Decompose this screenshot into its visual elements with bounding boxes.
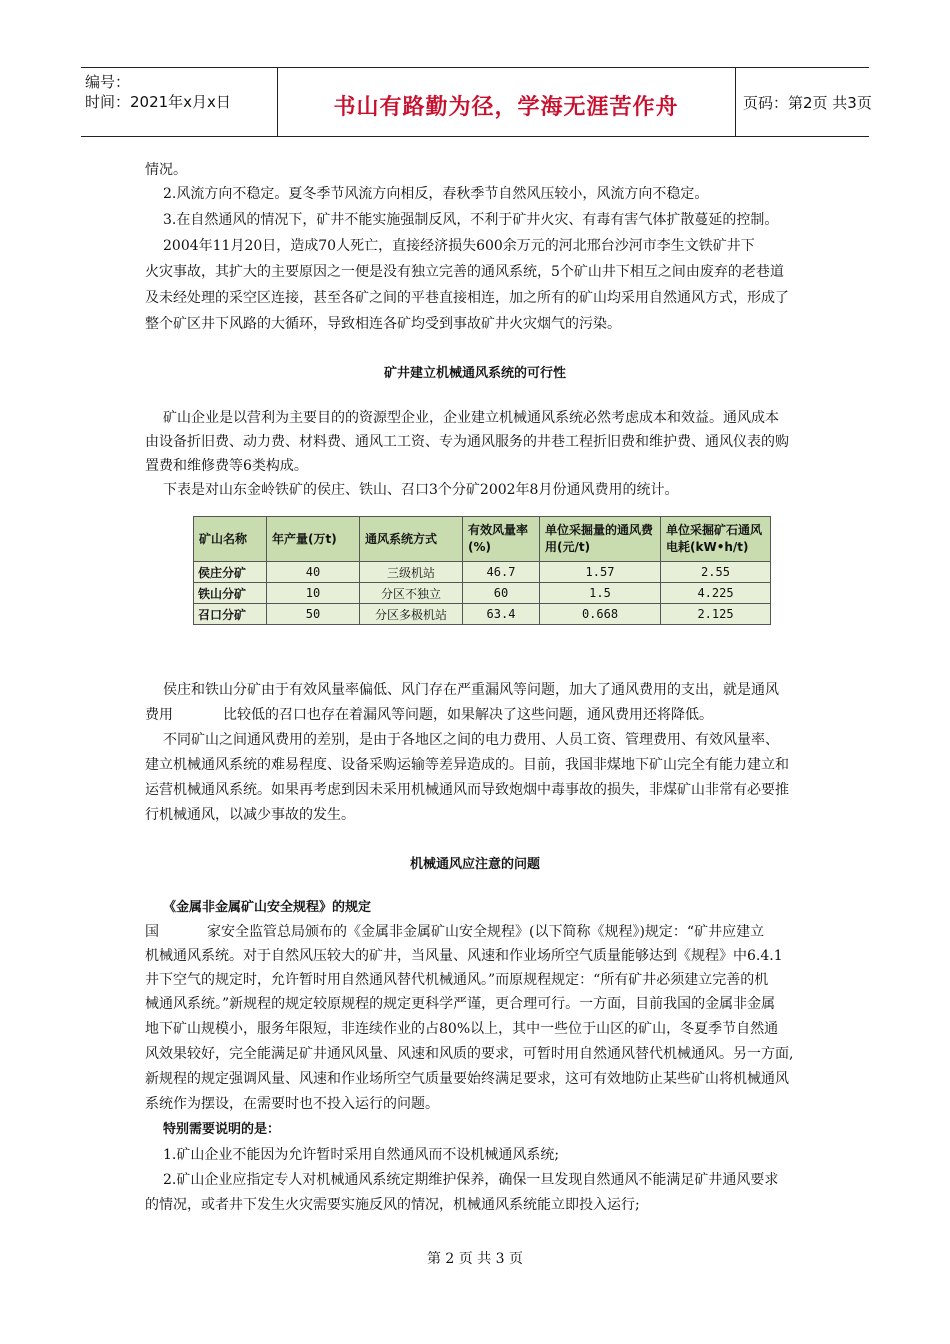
table-header-cell: 单位采掘矿石通风电耗(kW•h/t) <box>661 517 771 562</box>
table-cell: 1.57 <box>540 562 661 583</box>
page-header <box>81 67 872 137</box>
paragraph-line: 地下矿山规模小，服务年限短，非连续作业的占80%以上，其中一些位于山区的矿山，冬夏季节自然通 <box>145 1021 779 1037</box>
header-motto: 书山有路勤为径，学海无涯苦作舟 <box>333 95 679 120</box>
paragraph-line: 运营机械通风系统。如果再考虑到因未采用机械通风而导致炮烟中毒事故的损失，非煤矿山非常有必要推 <box>145 782 789 798</box>
table-cell: 2.125 <box>661 604 771 625</box>
paragraph-line: 井下空气的规定时，允许暂时用自然通风替代机械通风。”而原规程规定：“所有矿井必须建立完善的机 <box>145 972 769 988</box>
subsection-heading: 《金属非金属矿山安全规程》的规定 <box>163 900 372 915</box>
table-cell: 4.225 <box>661 583 771 604</box>
table-cell: 46.7 <box>463 562 540 583</box>
table-cell: 三级机站 <box>360 562 463 583</box>
paragraph-line: 行机械通风，以减少事故的发生。 <box>145 807 355 823</box>
table-cell: 侯庄分矿 <box>194 562 267 583</box>
paragraph-line: 2004年11月20日，造成70人死亡，直接经济损失600余万元的河北邢台沙河市李生文铁矿井下 <box>163 238 755 254</box>
table-cell: 2.55 <box>661 562 771 583</box>
paragraph-line: 3.在自然通风的情况下，矿井不能实施强制反风，不利于矿井火灾、有毒有害气体扩散蔓延的控制。 <box>163 212 779 228</box>
paragraph-line: 系统作为摆设，在需要时也不投入运行的问题。 <box>145 1096 439 1112</box>
table-row <box>194 604 771 625</box>
document-time-label: 时间：2021年x月x日 <box>85 93 231 111</box>
paragraph-line: 整个矿区井下风路的大循环，导致相连各矿均受到事故矿井火灾烟气的污染。 <box>145 316 621 332</box>
table-cell: 铁山分矿 <box>194 583 267 604</box>
paragraph-line <box>145 703 805 727</box>
paragraph-line: 矿山企业是以营利为主要目的的资源型企业，企业建立机械通风系统必然考虑成本和效益。通风成本 <box>163 410 779 426</box>
paragraph-line: 及未经处理的采空区连接，甚至各矿之间的平巷直接相连，加之所有的矿山均采用自然通风方式，形成了 <box>145 290 789 306</box>
table-cell: 10 <box>267 583 360 604</box>
ventilation-cost-table <box>193 516 771 625</box>
header-motto-cell <box>277 68 736 136</box>
paragraph-line: 由设备折旧费、动力费、材料费、通风工工资、专为通风服务的井巷工程折旧费和维护费、通风仪表的购 <box>145 434 789 450</box>
paragraph-line <box>145 920 805 944</box>
paragraph-line: 1.矿山企业不能因为允许暂时采用自然通风而不设机械通风系统; <box>163 1147 560 1163</box>
table-header-cell: 年产量(万t) <box>267 517 360 562</box>
table-cell: 分区多极机站 <box>360 604 463 625</box>
paragraph-line: 建立机械通风系统的难易程度、设备采购运输等差异造成的。目前，我国非煤地下矿山完全有能力建立和 <box>145 757 789 773</box>
paragraph-fragment: 比较低的召口也存在着漏风等问题，如果解决了这些问题，通风费用还将降低。 <box>223 707 713 723</box>
paragraph-line: 的情况，或者井下发生火灾需要实施反风的情况，机械通风系统能立即投入运行; <box>145 1197 640 1213</box>
paragraph-line: 新规程的规定强调风量、风速和作业场所空气质量要始终满足要求，这可有效地防止某些矿山将机械通风 <box>145 1071 789 1087</box>
table-header-cell: 单位采掘量的通风费用(元/t) <box>540 517 661 562</box>
table-cell: 0.668 <box>540 604 661 625</box>
subsection-heading: 特别需要说明的是： <box>163 1122 281 1137</box>
table-cell: 召口分矿 <box>194 604 267 625</box>
table-cell: 63.4 <box>463 604 540 625</box>
table-header-cell: 有效风量率(%) <box>463 517 540 562</box>
paragraph-fragment: 费用 <box>145 707 173 723</box>
paragraph-line: 置费和维修费等6类构成。 <box>145 458 308 474</box>
table-cell: 60 <box>463 583 540 604</box>
table-row <box>194 583 771 604</box>
section-heading: 矿井建立机械通风系统的可行性 <box>383 366 566 381</box>
table-cell: 1.5 <box>540 583 661 604</box>
paragraph-line: 机械通风系统。对于自然风压较大的矿井，当风量、风速和作业场所空气质量能够达到《规程》中6.4.1 <box>145 948 783 964</box>
header-page-number: 页码：第2页 共3页 <box>743 94 872 112</box>
paragraph-line: 2.风流方向不稳定。夏冬季节风流方向相反，春秋季节自然风压较小，风流方向不稳定。 <box>163 186 709 202</box>
paragraph-line: 情况。 <box>145 162 187 178</box>
paragraph-line: 械通风系统。”新规程的规定较原规程的规定更科学严谨，更合理可行。一方面，目前我国的金属非金属 <box>145 996 776 1012</box>
section-heading: 机械通风应注意的问题 <box>409 857 540 872</box>
paragraph-line: 风效果较好，完全能满足矿井通风风量、风速和风质的要求，可暂时用自然通风替代机械通风。另一方面, <box>145 1046 794 1062</box>
paragraph-line: 火灾事故，其扩大的主要原因之一便是没有独立完善的通风系统，5个矿山井下相互之间由废弃的老巷道 <box>145 264 784 280</box>
header-page-cell <box>735 68 872 136</box>
paragraph-fragment: 国 <box>145 924 159 940</box>
document-number-label: 编号： <box>85 73 131 91</box>
table-cell: 40 <box>267 562 360 583</box>
header-meta-cell <box>81 68 278 136</box>
paragraph-line: 2.矿山企业应指定专人对机械通风系统定期维护保养，确保一旦发现自然通风不能满足矿井通风要求 <box>163 1172 779 1188</box>
paragraph-fragment: 家安全监管总局颁布的《金属非金属矿山安全规程》(以下简称《规程》)规定：“矿井应建立 <box>207 924 765 940</box>
table-header-row <box>194 517 771 562</box>
paragraph-line: 下表是对山东金岭铁矿的侯庄、铁山、召口3个分矿2002年8月份通风费用的统计。 <box>163 482 679 498</box>
table-cell: 50 <box>267 604 360 625</box>
table-header-cell: 矿山名称 <box>194 517 267 562</box>
table-row <box>194 562 771 583</box>
page-footer: 第 2 页 共 3 页 <box>426 1251 524 1267</box>
paragraph-line: 不同矿山之间通风费用的差别，是由于各地区之间的电力费用、人员工资、管理费用、有效风量率、 <box>163 732 779 748</box>
table-header-cell: 通风系统方式 <box>360 517 463 562</box>
paragraph-line: 侯庄和铁山分矿由于有效风量率偏低、风门存在严重漏风等问题，加大了通风费用的支出，就是通风 <box>163 682 779 698</box>
table-cell: 分区不独立 <box>360 583 463 604</box>
